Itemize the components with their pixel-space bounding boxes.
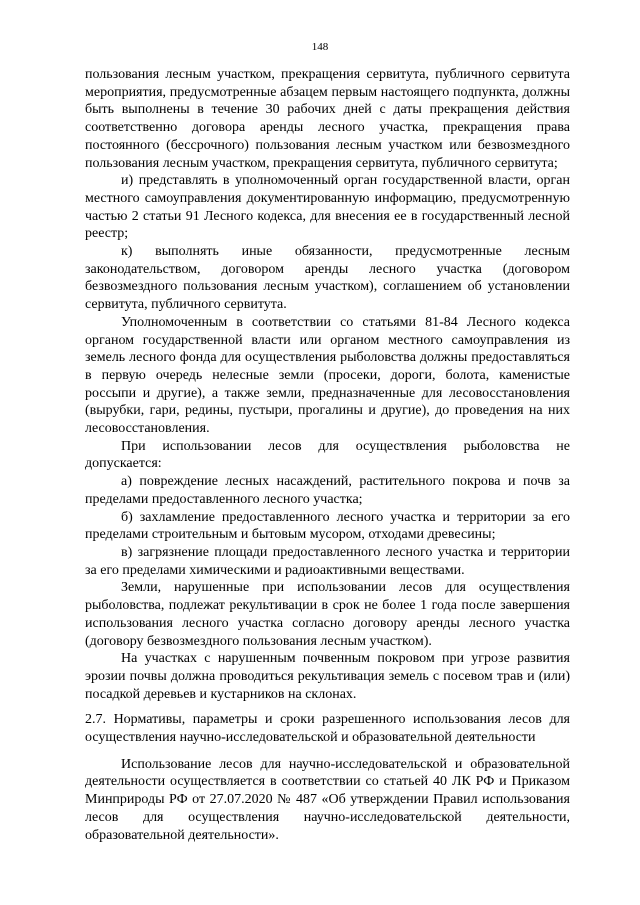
document-body bbox=[85, 66, 570, 844]
paragraph-land-provision: Уполномоченным в соответствии со статьями 81-84 Лесного кодекса органом государственной власти или органом местного самоуправления из земель лесного фонда для осуществления рыболовства должны предоставляться в первую очередь нелесные земли (просеки, дороги, болота, каменистые россыпи и другие), а также земли, предназначенные для лесовосстановления (вырубки, гари, редины, пустыри, прогалины и другие), до проведения на них лесовосстановления. bbox=[85, 314, 570, 437]
section-heading: 2.7. Нормативы, параметры и сроки разрешенного использования лесов для осуществления научно-исследовательской и образовательной деятельности bbox=[85, 712, 570, 746]
paragraph-erosion: На участках с нарушенным почвенным покровом при угрозе развития эрозии почвы должна проводиться рекультивация земель с посевом трав и (или) посадкой деревьев и кустарников на склонах. bbox=[85, 651, 570, 702]
section-body: Использование лесов для научно-исследовательской и образовательной деятельности осуществляется в соответствии со статьей 40 ЛК РФ и Приказом Минприроды РФ от 27.07.2020 № 487 «Об утверждении Правил использования лесов для осуществления научно-исследовательской деятельности, образовательной деятельности». bbox=[85, 756, 570, 843]
paragraph-item-v: в) загрязнение площади предоставленного лесного участка и территории за его пределами химическими и радиоактивными веществами. bbox=[85, 544, 570, 578]
paragraph-continuation: пользования лесным участком, прекращения сервитута, публичного сервитута мероприятия, предусмотренные абзацем первым настоящего подпункта, должны быть выполнены в течение 30 рабочих дней с даты прекращения действия соответственно договора аренды лесного участка, прекращения права постоянного (бессрочного) пользования лесным участком или безвозмездного пользования лесным участком, прекращения сервитута, публичного сервитута; bbox=[85, 67, 570, 171]
paragraph-prohibitions-intro: При использовании лесов для осуществления рыболовства не допускается: bbox=[85, 438, 570, 472]
paragraph-item-a: а) повреждение лесных насаждений, растительного покрова и почв за пределами предоставленного лесного участка; bbox=[85, 474, 570, 507]
page-number: 148 bbox=[311, 41, 329, 53]
paragraph-item-k: к) выполнять иные обязанности, предусмотренные лесным законодательством, договором аренды лесного участка (договором безвозмездного пользования лесным участком), соглашением об установлении сервитута, публичного сервитута. bbox=[85, 244, 570, 313]
paragraph-item-i: и) представлять в уполномоченный орган государственной власти, орган местного самоуправления документированную информацию, предусмотренную частью 2 статьи 91 Лесного кодекса, для внесения ее в государственный лесной реестр; bbox=[85, 173, 570, 242]
paragraph-item-b: б) захламление предоставленного лесного участка и территории за его пределами строительным и бытовым мусором, отходами древесины; bbox=[85, 509, 570, 543]
paragraph-recultivation: Земли, нарушенные при использовании лесов для осуществления рыболовства, подлежат рекультивации в срок не более 1 года после завершения использования лесного участка согласно договору аренды лесного участка (договору безвозмездного пользования лесным участком). bbox=[85, 580, 570, 649]
